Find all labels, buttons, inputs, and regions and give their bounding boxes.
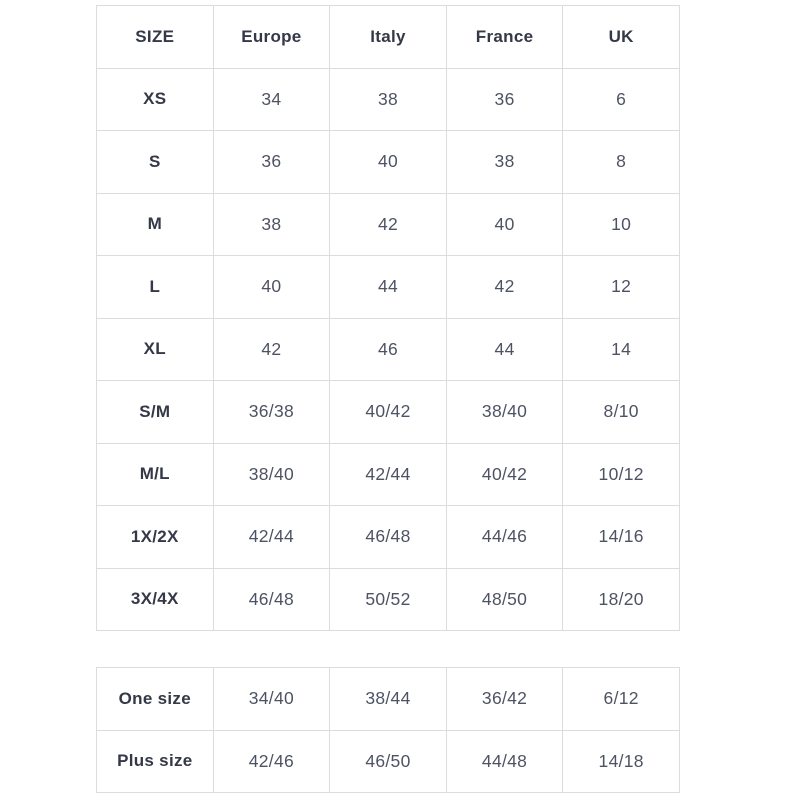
cell-value: 42/44 — [213, 506, 330, 569]
cell-value: 18/20 — [563, 568, 680, 631]
cell-value: 10/12 — [563, 443, 680, 506]
cell-value: 36/38 — [213, 381, 330, 444]
cell-value: 42 — [446, 256, 563, 319]
table-row — [97, 506, 680, 569]
cell-value: 46/48 — [213, 568, 330, 631]
column-header: Europe — [213, 6, 330, 69]
column-header: UK — [563, 6, 680, 69]
cell-value: 50/52 — [330, 568, 447, 631]
header-row — [97, 6, 680, 69]
cell-value: 42/44 — [330, 443, 447, 506]
cell-value: 38 — [213, 193, 330, 256]
cell-value: 38 — [330, 68, 447, 131]
cell-value: 38/40 — [446, 381, 563, 444]
row-label: 3X/4X — [97, 568, 214, 631]
special-sizes-table — [96, 667, 680, 793]
row-label: Plus size — [97, 730, 214, 793]
cell-value: 6/12 — [563, 668, 680, 731]
cell-value: 8 — [563, 131, 680, 194]
table-row — [97, 443, 680, 506]
cell-value: 44/46 — [446, 506, 563, 569]
table-row — [97, 193, 680, 256]
cell-value: 38/40 — [213, 443, 330, 506]
cell-value: 40/42 — [330, 381, 447, 444]
cell-value: 44/48 — [446, 730, 563, 793]
column-header: France — [446, 6, 563, 69]
cell-value: 46 — [330, 318, 447, 381]
row-label: M/L — [97, 443, 214, 506]
row-label: 1X/2X — [97, 506, 214, 569]
cell-value: 40 — [446, 193, 563, 256]
row-label: M — [97, 193, 214, 256]
column-header: Italy — [330, 6, 447, 69]
cell-value: 48/50 — [446, 568, 563, 631]
row-label: One size — [97, 668, 214, 731]
table-row — [97, 668, 680, 731]
cell-value: 34 — [213, 68, 330, 131]
table-row — [97, 256, 680, 319]
cell-value: 36 — [446, 68, 563, 131]
row-label: S/M — [97, 381, 214, 444]
size-conversion-table — [96, 5, 680, 631]
table-row — [97, 730, 680, 793]
cell-value: 36/42 — [446, 668, 563, 731]
cell-value: 38 — [446, 131, 563, 194]
cell-value: 40/42 — [446, 443, 563, 506]
cell-value: 14/18 — [563, 730, 680, 793]
cell-value: 46/50 — [330, 730, 447, 793]
cell-value: 44 — [330, 256, 447, 319]
cell-value: 38/44 — [330, 668, 447, 731]
cell-value: 34/40 — [213, 668, 330, 731]
cell-value: 42 — [330, 193, 447, 256]
table-row — [97, 68, 680, 131]
cell-value: 40 — [330, 131, 447, 194]
cell-value: 36 — [213, 131, 330, 194]
cell-value: 44 — [446, 318, 563, 381]
table-row — [97, 318, 680, 381]
table-row — [97, 131, 680, 194]
cell-value: 14 — [563, 318, 680, 381]
cell-value: 14/16 — [563, 506, 680, 569]
cell-value: 6 — [563, 68, 680, 131]
cell-value: 8/10 — [563, 381, 680, 444]
cell-value: 46/48 — [330, 506, 447, 569]
cell-value: 12 — [563, 256, 680, 319]
cell-value: 40 — [213, 256, 330, 319]
row-label: L — [97, 256, 214, 319]
row-label: S — [97, 131, 214, 194]
row-label: XL — [97, 318, 214, 381]
cell-value: 10 — [563, 193, 680, 256]
cell-value: 42 — [213, 318, 330, 381]
column-header: SIZE — [97, 6, 214, 69]
table-row — [97, 568, 680, 631]
table-row — [97, 381, 680, 444]
cell-value: 42/46 — [213, 730, 330, 793]
row-label: XS — [97, 68, 214, 131]
